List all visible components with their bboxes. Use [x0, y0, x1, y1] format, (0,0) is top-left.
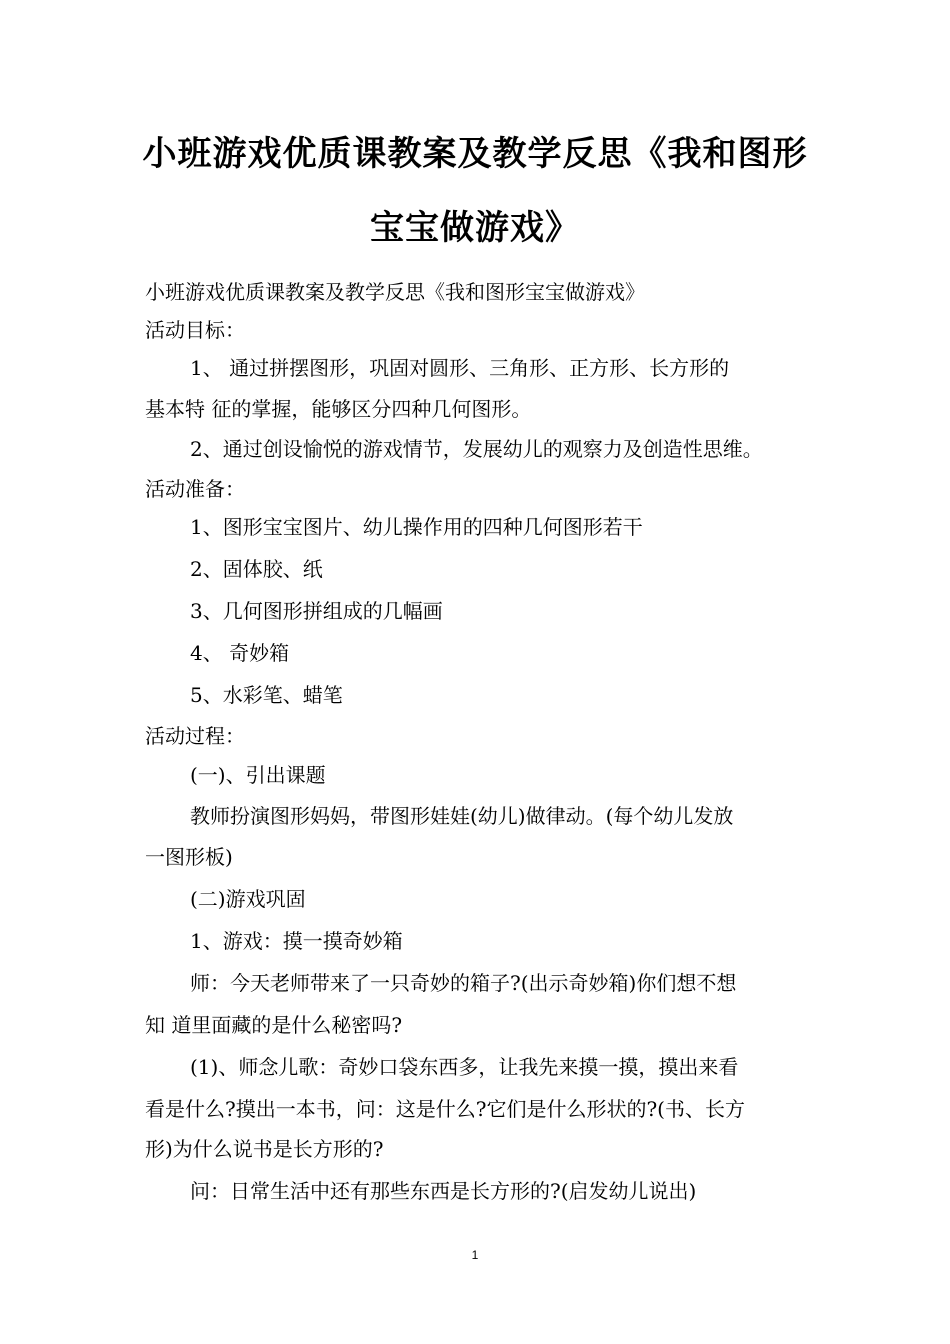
goal-1-line-1: 1、 通过拼摆图形，巩固对圆形、三角形、正方形、长方形的 [190, 356, 730, 380]
document-title-line-2: 宝宝做游戏》 [370, 208, 580, 248]
teacher-line-2: 知 道里面藏的是什么秘密吗? [145, 1013, 403, 1037]
game-1-heading: 1、游戏：摸一摸奇妙箱 [190, 929, 403, 953]
goals-heading: 活动目标： [145, 318, 245, 342]
prep-item-3: 3、几何图形拼组成的几幅画 [190, 599, 443, 623]
process-heading: 活动过程： [145, 724, 245, 748]
page-number: 1 [471, 1248, 479, 1262]
prep-heading: 活动准备： [145, 477, 245, 501]
step-2-heading: (二)游戏巩固 [190, 887, 306, 911]
subtitle: 小班游戏优质课教案及教学反思《我和图形宝宝做游戏》 [145, 280, 645, 304]
prep-item-4: 4、 奇妙箱 [190, 641, 290, 665]
document-title-line-1: 小班游戏优质课教案及教学反思《我和图形 [142, 134, 808, 174]
rhyme-line-2: 看是什么?摸出一本书，问：这是什么?它们是什么形状的?(书、长方 [145, 1097, 745, 1121]
rhyme-line-1: (1)、师念儿歌：奇妙口袋东西多，让我先来摸一摸，摸出来看 [190, 1055, 739, 1079]
goal-2: 2、通过创设愉悦的游戏情节，发展幼儿的观察力及创造性思维。 [190, 437, 763, 461]
prep-item-2: 2、固体胶、纸 [190, 557, 323, 581]
prep-item-5: 5、水彩笔、蜡笔 [190, 683, 343, 707]
step-1-heading: (一)、引出课题 [190, 763, 326, 787]
step-1-paragraph-line-2: 一图形板) [145, 845, 233, 869]
goal-1-line-2: 基本特 征的掌握，能够区分四种几何图形。 [145, 397, 532, 421]
question-line: 问：日常生活中还有那些东西是长方形的?(启发幼儿说出) [190, 1179, 697, 1203]
step-1-paragraph-line-1: 教师扮演图形妈妈，带图形娃娃(幼儿)做律动。(每个幼儿发放 [190, 804, 734, 828]
rhyme-line-3: 形)为什么说书是长方形的? [145, 1137, 384, 1161]
teacher-line-1: 师：今天老师带来了一只奇妙的箱子?(出示奇妙箱)你们想不想 [190, 971, 737, 995]
prep-item-1: 1、图形宝宝图片、幼儿操作用的四种几何图形若干 [190, 515, 643, 539]
